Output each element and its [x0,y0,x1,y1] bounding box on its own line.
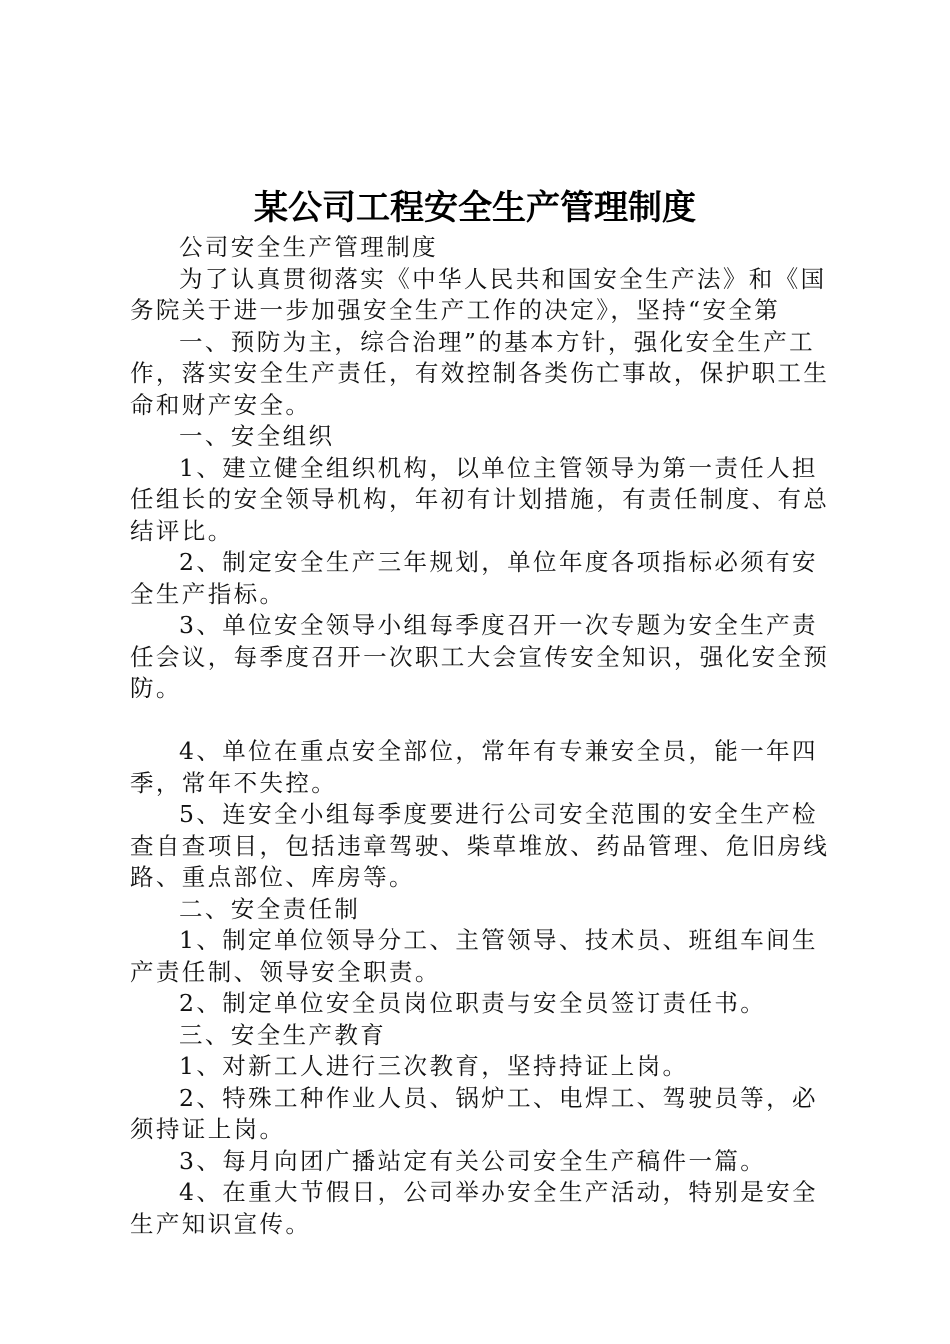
paragraph-intro: 为了认真贯彻落实《中华人民共和国安全生产法》和《国务院关于进一步加强安全生产工作的决定》，坚持“安全第 [130,264,827,324]
list-item: 5、连安全小组每季度要进行公司安全范围的安全生产检查自查项目，包括违章驾驶、柴草堆放、药品管理、危旧房线路、重点部位、库房等。 [130,800,830,891]
paragraph-subtitle: 公司安全生产管理制度 [179,233,438,261]
document-body [130,232,835,1240]
list-item: 4、单位在重点安全部位，常年有专兼安全员，能一年四季，常年不失控。 [130,737,818,797]
list-item: 3、每月向团广播站定有关公司安全生产稿件一篇。 [179,1146,767,1175]
paragraph-policy: 一、预防为主，综合治理”的基本方针，强化安全生产工作，落实安全生产责任，有效控制各类伤亡事故，保护职工生命和财产安全。 [130,327,830,419]
list-item: 1、对新工人进行三次教育，坚持持证上岗。 [179,1052,689,1080]
section-heading-responsibility: 二、安全责任制 [179,894,361,923]
list-item: 2、制定安全生产三年规划，单位年度各项指标必须有安全生产指标。 [130,548,818,608]
list-item: 1、制定单位领导分工、主管领导、技术员、班组车间生产责任制、领导安全职责。 [130,926,818,986]
document-title: 某公司工程安全生产管理制度 [254,188,696,228]
section-heading-organization: 一、安全组织 [179,422,335,450]
list-item: 3、单位安全领导小组每季度召开一次专题为安全生产责任会议，每季度召开一次职工大会宣传安全知识，强化安全预防。 [130,611,830,702]
list-item: 2、特殊工种作业人员、锅炉工、电焊工、驾驶员等，必须持证上岗。 [130,1083,818,1143]
list-item: 4、在重大节假日，公司举办安全生产活动，特别是安全生产知识宣传。 [130,1178,818,1238]
list-item: 1、建立健全组织机构，以单位主管领导为第一责任人担任组长的安全领导机构，年初有计划措施，有责任制度、有总结评比。 [130,453,830,545]
section-heading-education: 三、安全生产教育 [179,1020,387,1049]
list-item: 2、制定单位安全员岗位职责与安全员签订责任书。 [179,989,767,1017]
